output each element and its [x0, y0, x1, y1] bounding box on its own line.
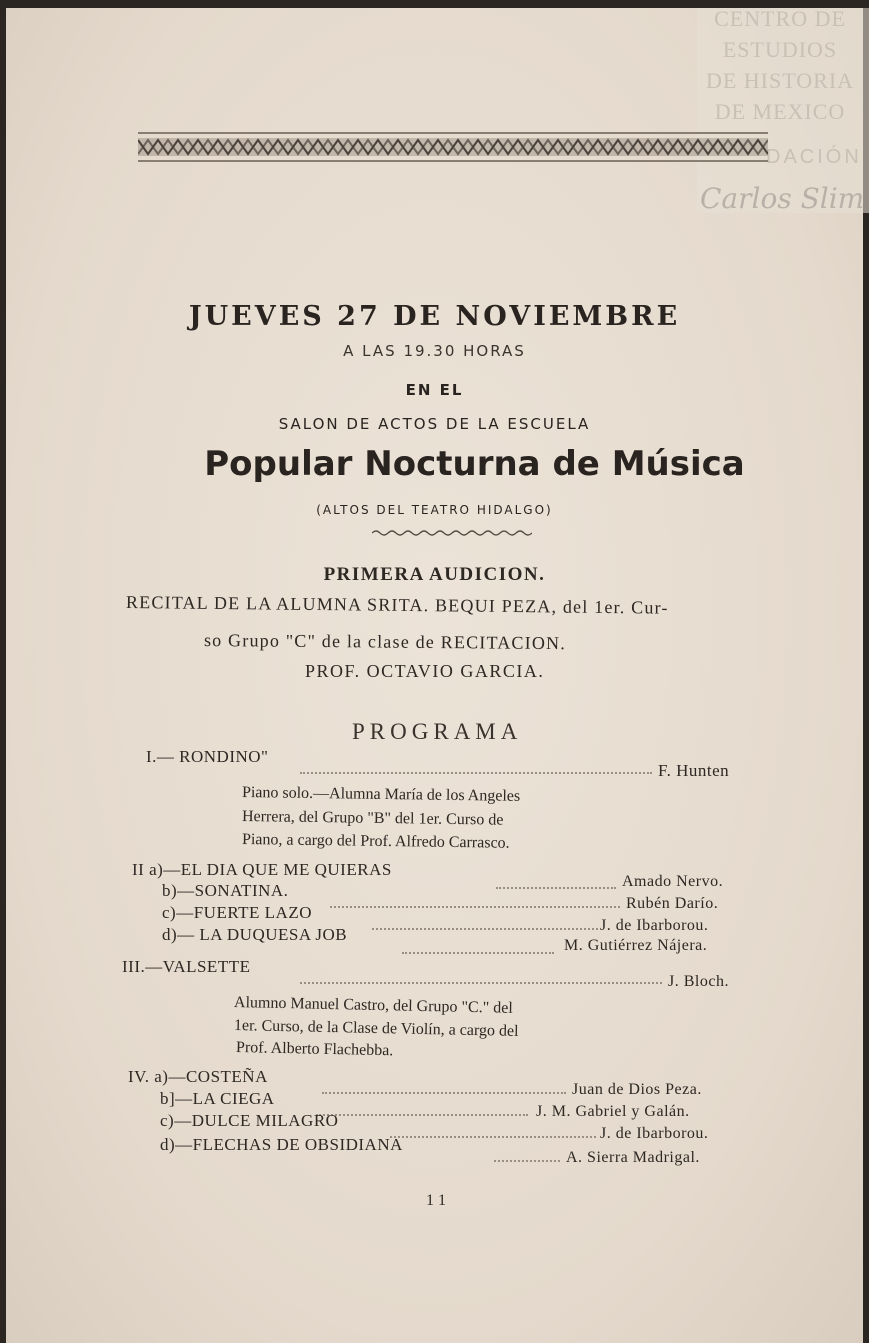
section-2d-title: d)— LA DUQUESA JOB	[162, 925, 348, 944]
leader-dots	[322, 1092, 566, 1094]
school-name: Popular Nocturna de Música	[204, 444, 745, 484]
section-4b-author: J. M. Gabriel y Galán.	[536, 1103, 690, 1120]
section-4d-author: A. Sierra Madrigal.	[566, 1149, 700, 1166]
section-3-note-2: 1er. Curso, de la Clase de Violín, a cargo del	[233, 1017, 519, 1040]
section-1-note-2: Herrera, del Grupo "B" del 1er. Curso de	[241, 808, 504, 829]
leader-dots	[300, 982, 662, 984]
section-4a-author: Juan de Dios Peza.	[572, 1081, 702, 1098]
section-1-note-3: Piano, a cargo del Prof. Alfredo Carrasco.	[241, 831, 510, 852]
section-3-note-1: Alumno Manuel Castro, del Grupo "C." del	[233, 994, 513, 1017]
section-1-title: I.— RONDINO"	[146, 747, 269, 766]
professor-name: PROF. OCTAVIO GARCIA.	[305, 661, 545, 681]
leader-dots	[372, 928, 598, 930]
salon-text: SALON DE ACTOS DE LA ESCUELA	[278, 415, 591, 433]
section-2b-author: Rubén Darío.	[626, 895, 719, 912]
section-4c-title: c)—DULCE MILAGRO	[160, 1111, 339, 1130]
leader-dots	[494, 1160, 560, 1162]
leader-dots	[496, 887, 616, 889]
section-2c-author: J. de Ibarborou.	[600, 917, 709, 934]
watermark-line-1: CENTRO DE	[714, 6, 846, 31]
leader-dots	[300, 772, 652, 774]
recital-line-2: so Grupo "C" de la clase de RECITACION.	[203, 630, 567, 654]
location-text: (ALTOS DEL TEATRO HIDALGO)	[316, 503, 553, 517]
squiggle-divider-icon	[372, 528, 532, 538]
section-2a-title: II a)—EL DIA QUE ME QUIERAS	[132, 860, 392, 879]
section-2b-title: b)—SONATINA.	[162, 881, 289, 900]
leader-dots	[316, 1114, 528, 1116]
watermark-fundacion: DACIÓN	[766, 146, 862, 168]
section-1-author: F. Hunten	[658, 761, 730, 780]
section-3-author: J. Bloch.	[668, 973, 729, 990]
watermark-line-3: DE HISTORIA	[705, 68, 855, 93]
programa-title: PROGRAMA	[352, 719, 523, 744]
section-2c-title: c)—FUERTE LAZO	[162, 903, 312, 922]
leader-dots	[390, 1136, 596, 1138]
section-1-note-1: Piano solo.—Alumna María de los Angeles	[241, 784, 521, 805]
watermark-signature: Carlos Slim	[700, 182, 865, 215]
section-3-title: III.—VALSETTE	[122, 957, 251, 976]
section-4d-title: d)—FLECHAS DE OBSIDIANA	[160, 1135, 403, 1154]
event-time: A LAS 19.30 HORAS	[343, 342, 526, 360]
event-date: JUEVES 27 DE NOVIEMBRE	[188, 301, 681, 332]
section-2d-author: M. Gutiérrez Nájera.	[564, 937, 708, 954]
page-number: 1 1	[426, 1192, 446, 1209]
en-el-text: EN EL	[405, 381, 464, 399]
section-4c-author: J. de Ibarborou.	[600, 1125, 709, 1142]
section-3-note-3: Prof. Alberto Flachebba.	[235, 1039, 394, 1060]
ornamental-border-icon	[138, 130, 768, 164]
recital-line-1: RECITAL DE LA ALUMNA SRITA. BEQUI PEZA, del 1er. Cur-	[125, 592, 669, 618]
watermark-line-2: ESTUDIOS	[722, 37, 838, 62]
section-2a-author: Amado Nervo.	[622, 873, 724, 890]
leader-dots	[402, 952, 554, 954]
section-4b-title: b]—LA CIEGA	[160, 1089, 275, 1108]
leader-dots	[330, 906, 620, 908]
section-4a-title: IV. a)—COSTEÑA	[128, 1067, 268, 1086]
audicion-title: PRIMERA AUDICION.	[323, 564, 546, 585]
watermark-line-4: DE MEXICO	[714, 99, 846, 124]
